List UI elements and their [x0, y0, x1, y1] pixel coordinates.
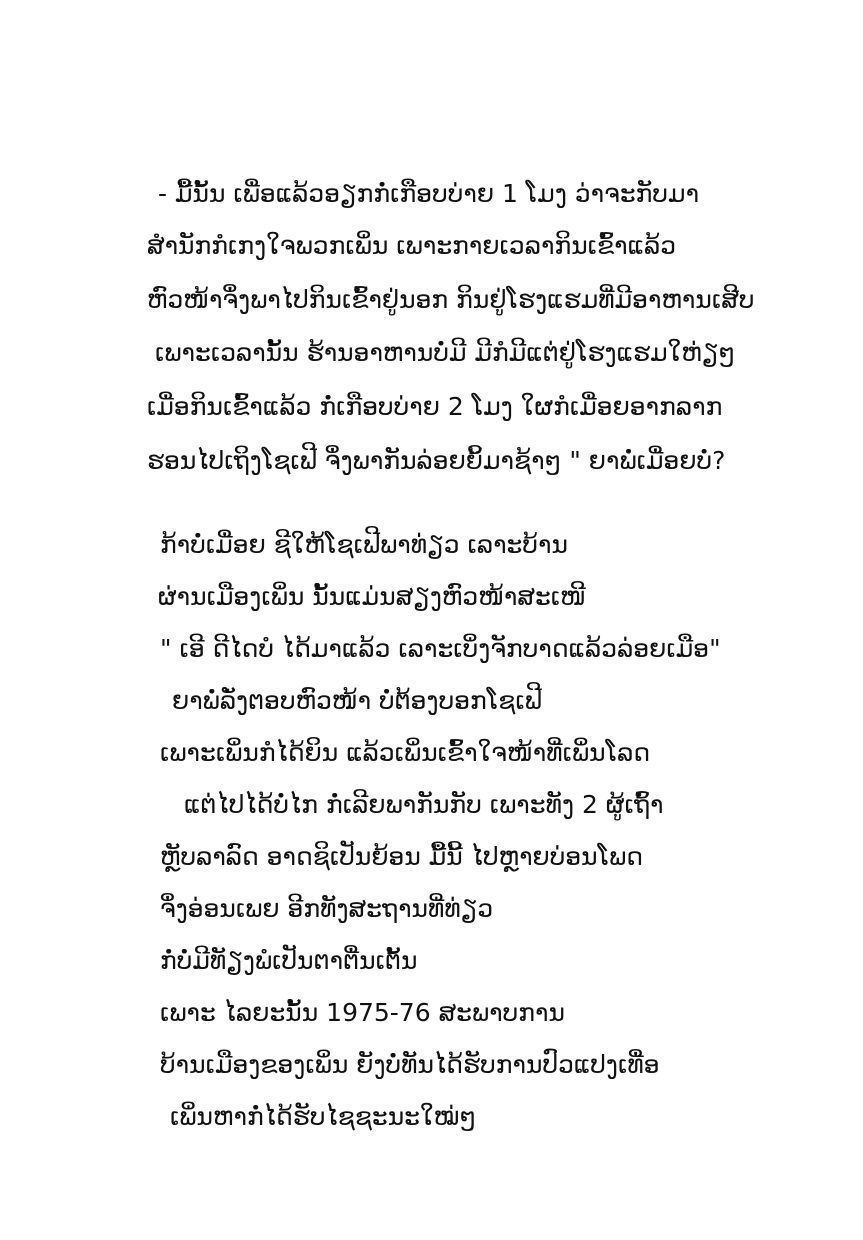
- text-line: ເພາະເວລານັ້ນ ຮ້ານອາຫານບໍ່ມີ ມີກໍມີແຕ່ຢູ່ໂຮງແຮມໃຫ່ຽໆ: [155, 338, 736, 367]
- text-line: ແຕ່ໄປໄດ້ບໍ່ໄກ ກໍ່ເລີຍພາກັນກັບ ເພາະທັງ 2 ຜູ້ເຖົ້າ: [184, 790, 664, 819]
- text-line: ຜ່ານເມືອງເພິ່ນ ນັ້ນແມ່ນສຽງຫົວໜ້າສະເໜີ: [158, 582, 586, 611]
- text-line: ຫົວໜ້າຈຶ່ງພາໄປກິນເຂົ້າຢູ່ນອກ ກິນຢູ່ໂຮງແຮມທີ່ມີອາຫານເສີບ: [147, 285, 755, 314]
- text-line: ກໍ່ບໍ່ມີທັຽງພໍເປັນຕາຕື່ນເຕັ້ນ: [160, 946, 418, 975]
- text-line: - ມື້ນັ້ນ ເພື່ອແລ້ວອຽກກໍ່ເກືອບບ່າຍ 1 ໂມງ ວ່າຈະກັບມາ: [158, 179, 700, 208]
- text-line: ຈຶ່ງອ່ອນເພຍ ອີກທັງສະຖານທີ່ທ່ຽວ: [160, 894, 494, 923]
- text-line: ເພາະ ໄລຍະນັ້ນ 1975-76 ສະພາບການ: [160, 998, 565, 1027]
- text-line: " ເອີ ດີໄດບໍ ໄດ້ມາແລ້ວ ເລາະເບິ່ງຈັກບາດແລ້ວລ່ອຍເມືອ": [160, 634, 721, 663]
- text-line: ເມື່ອກິນເຂົ້າແລ້ວ ກໍ່ເກືອບບ່າຍ 2 ໂມງ ໃຜກໍເມື່ອຍອາກລາກ: [147, 392, 723, 421]
- text-line: ຮອນໄປເຖິງໂຊເຟີ ຈຶ່ງພາກັນລ່ອຍຍິ້ມາຊ້າໆ " ຍາພໍ່ເມື່ອຍບໍ່?: [147, 446, 726, 475]
- text-line: ຍາພໍ່ລັ່ງຕອບຫົວໜ້າ ບໍ່ຕ້ອງບອກໂຊເຟີ: [172, 686, 542, 715]
- text-line: ກ້າບໍ່ເມື່ອຍ ຊີໃຫ້ໂຊເຟີພາທ່ຽວ ເລາະບ້ານ: [160, 530, 568, 559]
- text-line: ເພາະເພິ່ນກໍໄດ້ຍິນ ແລ້ວເພິ່ນເຂົ້າໃຈໜ້າທີ່ເພິ່ນໂລດ: [160, 738, 651, 767]
- text-line: ເພິ່ນຫາກໍ່ໄດ້ຮັບໄຊຊະນະໃໝ່ໆ: [170, 1102, 477, 1131]
- text-line: ບ້ານເມືອງຂອງເພິ່ນ ຍັງບໍ່ທັນໄດ້ຮັບການປົວແປງເທື່ອ: [160, 1050, 660, 1079]
- text-line: ສຳນັກກໍເກງໃຈພວກເພິ່ນ ເພາະກາຍເວລາກິນເຂົ້າແລ້ວ: [147, 231, 677, 260]
- text-line: ຫຼັບລາລົດ ອາດຊິເປັນຍ້ອນ ມື້ນີ້ ໄປຫຼາຍບ່ອນໂພດ: [160, 842, 644, 871]
